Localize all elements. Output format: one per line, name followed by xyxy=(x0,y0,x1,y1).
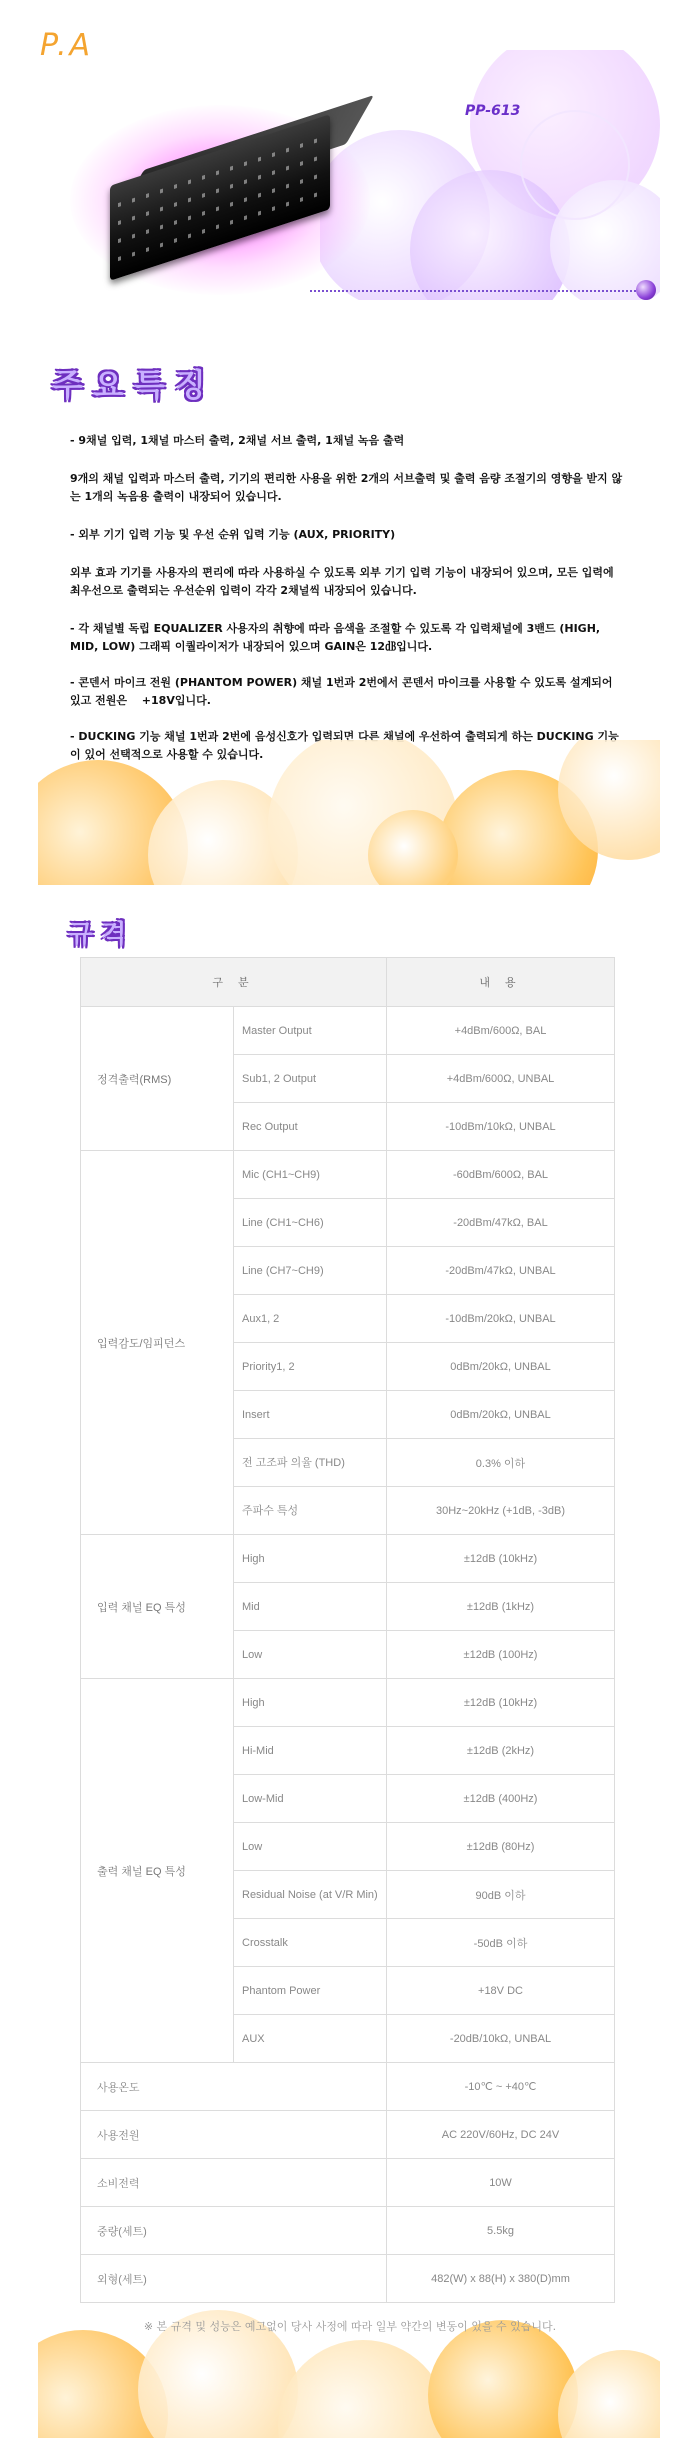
feature-desc: 외부 효과 기기를 사용자의 편리에 따라 사용하실 수 있도록 외부 기기 입력 기능이 내장되어 있으며, 모든 입력에 최우선으로 출력되는 우선순위 입력이 각각 2채널씩 내장되어 있습니다. xyxy=(70,566,614,597)
item-value: 0dBm/20kΩ, UNBAL xyxy=(387,1391,615,1439)
item-value: AC 220V/60Hz, DC 24V xyxy=(387,2111,615,2159)
item-label: High xyxy=(234,1535,387,1583)
table-row xyxy=(81,1679,615,1727)
item-value: +4dBm/600Ω, BAL xyxy=(387,1007,615,1055)
item-value: -50dB 이하 xyxy=(387,1919,615,1967)
spec-table xyxy=(80,957,615,2303)
item-value: 0.3% 이하 xyxy=(387,1439,615,1487)
item-label: Priority1, 2 xyxy=(234,1343,387,1391)
item-label: 소비전력 xyxy=(81,2159,387,2207)
group-label: 출력 채널 EQ 특성 xyxy=(81,1679,234,2063)
feature-bullet: - DUCKING 기능 채널 1번과 2번에 음성신호가 입력되면 다른 채널에 우선하여 출력되게 하는 DUCKING 기능이 있어 선택적으로 사용할 수 있습니다. xyxy=(70,730,619,761)
item-value: ±12dB (2kHz) xyxy=(387,1727,615,1775)
item-value: -10dBm/10kΩ, UNBAL xyxy=(387,1103,615,1151)
item-label: 주파수 특성 xyxy=(234,1487,387,1535)
item-label: 사용온도 xyxy=(81,2063,387,2111)
item-label: Low xyxy=(234,1823,387,1871)
item-value: 0dBm/20kΩ, UNBAL xyxy=(387,1343,615,1391)
decorative-orange-band xyxy=(38,740,660,885)
table-row xyxy=(81,2111,615,2159)
item-value: 5.5kg xyxy=(387,2207,615,2255)
item-value: -20dB/10kΩ, UNBAL xyxy=(387,2015,615,2063)
features-list xyxy=(70,432,625,782)
item-label: Mid xyxy=(234,1583,387,1631)
feature-bullet: - 콘덴서 마이크 전원 (PHANTOM POWER) 채널 1번과 2번에서 콘덴서 마이크를 사용할 수 있도록 설계되어 있고 전원은 +18V입니다. xyxy=(70,676,613,707)
item-label: Rec Output xyxy=(234,1103,387,1151)
feature-item xyxy=(70,674,625,710)
features-heading: 주요특징 xyxy=(52,366,216,404)
item-label: Line (CH7~CH9) xyxy=(234,1247,387,1295)
item-value: ±12dB (10kHz) xyxy=(387,1679,615,1727)
item-label: AUX xyxy=(234,2015,387,2063)
table-row xyxy=(81,2063,615,2111)
decorative-ball xyxy=(636,280,656,300)
decorative-bubbles xyxy=(320,50,660,300)
item-value: -60dBm/600Ω, BAL xyxy=(387,1151,615,1199)
table-row xyxy=(81,1535,615,1583)
item-label: 전 고조파 의율 (THD) xyxy=(234,1439,387,1487)
item-label: Hi-Mid xyxy=(234,1727,387,1775)
model-name: PP-613 xyxy=(465,103,521,119)
table-row xyxy=(81,1007,615,1055)
item-value: ±12dB (400Hz) xyxy=(387,1775,615,1823)
item-label: Master Output xyxy=(234,1007,387,1055)
item-value: 482(W) x 88(H) x 380(D)mm xyxy=(387,2255,615,2303)
feature-bullet: - 외부 기기 입력 기능 및 우선 순위 입력 기능 (AUX, PRIORITY) xyxy=(70,528,396,541)
item-value: -20dBm/47kΩ, UNBAL xyxy=(387,1247,615,1295)
item-value: ±12dB (1kHz) xyxy=(387,1583,615,1631)
table-header-content: 내 용 xyxy=(387,958,615,1007)
item-value: 90dB 이하 xyxy=(387,1871,615,1919)
specs-heading: 규격 xyxy=(68,920,135,950)
item-value: +4dBm/600Ω, UNBAL xyxy=(387,1055,615,1103)
feature-bullet: - 각 채널별 독립 EQUALIZER 사용자의 취향에 따라 음색을 조절할 수 있도록 각 입력채널에 3밴드 (HIGH, MID, LOW) 그래픽 이퀄라이저가 내장되어 있으며 GAIN은 12㏈입니다. xyxy=(70,622,601,653)
item-value: ±12dB (80Hz) xyxy=(387,1823,615,1871)
feature-item xyxy=(70,432,625,506)
item-label: Sub1, 2 Output xyxy=(234,1055,387,1103)
item-value: -10dBm/20kΩ, UNBAL xyxy=(387,1295,615,1343)
table-row xyxy=(81,1151,615,1199)
item-label: 중량(세트) xyxy=(81,2207,387,2255)
item-label: 외형(세트) xyxy=(81,2255,387,2303)
item-label: Low-Mid xyxy=(234,1775,387,1823)
table-header-category: 구 분 xyxy=(81,958,387,1007)
item-value: ±12dB (10kHz) xyxy=(387,1535,615,1583)
item-value: -10℃ ~ +40℃ xyxy=(387,2063,615,2111)
disclaimer-note: ※ 본 규격 및 성능은 예고없이 당사 사정에 따라 일부 약간의 변동이 있을 수 있습니다. xyxy=(143,2320,557,2333)
feature-item xyxy=(70,526,625,600)
group-label: 정격출력(RMS) xyxy=(81,1007,234,1151)
item-value: ±12dB (100Hz) xyxy=(387,1631,615,1679)
table-header-row xyxy=(81,958,615,1007)
item-label: Residual Noise (at V/R Min) xyxy=(234,1871,387,1919)
page-title: P.A xyxy=(40,28,94,63)
item-value: -20dBm/47kΩ, BAL xyxy=(387,1199,615,1247)
feature-desc: 9개의 채널 입력과 마스터 출력, 기기의 편리한 사용을 위한 2개의 서브출력 및 출력 음량 조절기의 영향을 받지 않는 1개의 녹음용 출력이 내장되어 있습니다. xyxy=(70,472,623,503)
item-label: Aux1, 2 xyxy=(234,1295,387,1343)
item-label: Crosstalk xyxy=(234,1919,387,1967)
group-label: 입력 채널 EQ 특성 xyxy=(81,1535,234,1679)
table-row xyxy=(81,2159,615,2207)
divider xyxy=(310,290,640,292)
feature-bullet: - 9채널 입력, 1채널 마스터 출력, 2채널 서브 출력, 1채널 녹음 출력 xyxy=(70,434,405,447)
item-label: Phantom Power xyxy=(234,1967,387,2015)
item-label: Insert xyxy=(234,1391,387,1439)
item-label: 사용전원 xyxy=(81,2111,387,2159)
group-label: 입력감도/임피던스 xyxy=(81,1151,234,1535)
feature-item xyxy=(70,620,625,656)
table-row xyxy=(81,2207,615,2255)
item-label: Mic (CH1~CH9) xyxy=(234,1151,387,1199)
product-image xyxy=(90,95,350,305)
item-value: +18V DC xyxy=(387,1967,615,2015)
item-label: Line (CH1~CH6) xyxy=(234,1199,387,1247)
item-label: High xyxy=(234,1679,387,1727)
item-value: 10W xyxy=(387,2159,615,2207)
table-row xyxy=(81,2255,615,2303)
item-value: 30Hz~20kHz (+1dB, -3dB) xyxy=(387,1487,615,1535)
item-label: Low xyxy=(234,1631,387,1679)
